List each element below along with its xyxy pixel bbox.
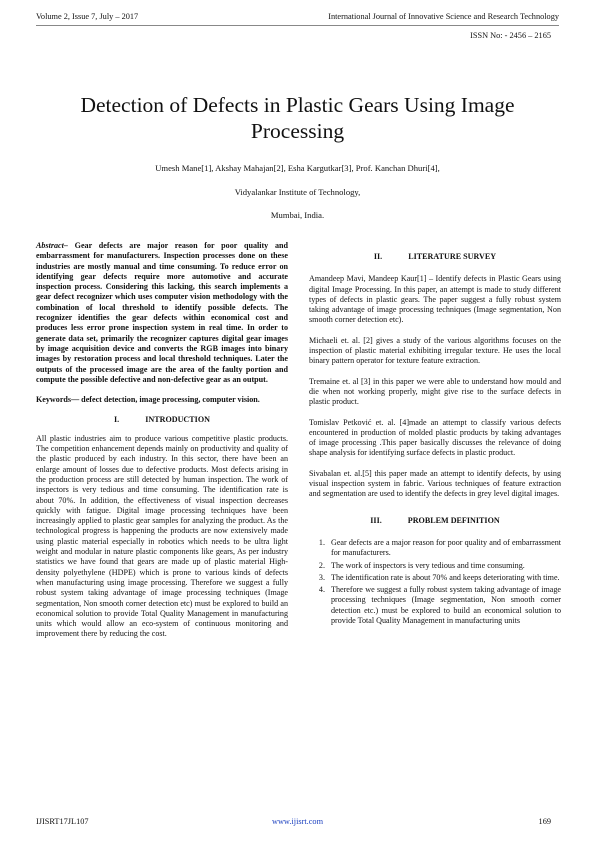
section-title: LITERATURE SURVEY [408,252,497,261]
authors: Umesh Mane[1], Akshay Mahajan[2], Esha Kargutkar[3], Prof. Kanchan Dhuri[4], [155,163,440,173]
problem-item: 2. The work of inspectors is very tedious and time consuming. [327,561,561,571]
right-column [309,252,561,628]
section-heading-introduction [36,415,288,425]
keywords: Keywords— defect detection, image processing, computer vision. [36,395,260,405]
lit-paragraph: Tremaine et. al [3] in this paper we were able to understand how mould and die when not working properly, might give rise to the surface defects in plastic product. [309,376,561,407]
section-number: II. [373,252,383,261]
journal-volume: Volume 2, Issue 7, July – 2017 [36,12,139,21]
journal-name: International Journal of Innovative Science and Research Technology [328,12,559,21]
abstract-lead: Abstract– [36,241,68,250]
lit-paragraph: Amandeep Mavi, Mandeep Kaur[1] – Identify defects in Plastic Gears using digital Image Processing. In this paper, an attempt is made to study different types of defects in plastic gears. The paper suggest a fully robust system taking advantage of image processing techniques (Image segmentation, Non smooth corner detection etc). [309,274,561,325]
title-line-2: Processing [250,119,345,143]
paper-id: IJISRT17JL107 [36,817,89,826]
introduction-text: All plastic industries aim to produce various competitive plastic products. The competition enhancement depends mainly on productivity and quality of the plastic produced by each industry. In this sector, there have been an enlarge amount of losses due to defective products. Most defects arising in the production process are still detected by human inspection. The work of inspectors is very tedious and time consuming. The identification rate is about 70%. In addition, the effectiveness of visual inspection decreases quickly with fatigue. Digital image processing techniques have been increasingly applied to plastic gear samples for analyzing the product. As the technological progress is happening the products are now extensively made using plastic material especially in robotics which needs to be ultra light weight and modular in nature plastic components like gears, As per industry statistics we have found that gears are made up of plastic material High-density polyethylene (HDPE) which is prone to various kinds of defects when manufacturing using image processing. Therefore we suggest a fully robust system taking advantage of image processing techniques (Image segmentation, Non smooth corner detection etc) must be explored to build an economical solution to provide Total Quality Management in manufacturing units which would allow an eco-system of continuous monitoring and improvement there by reducing the cost. [36,433,288,639]
issn: ISSN No: - 2456 – 2165 [470,31,551,40]
abstract-text: Gear defects are major reason for poor quality and embarrassment for manufacturers. Inspection processes done on these industries are mostly manual and time consuming. To reduce error on identifying gear defects require more automotive and accurate inspection process. Considering this lacking, this search implements a gear defect recognizer which uses computer vision methodology with the combination of local threshold to identify possible defects. The recognizer identifies the gear defects within economical cost and produces less error prone inspection system in real time. In order to generate data set, primarily the recognizer captures digital gear images by image acquisition device and converts the RGB images into binary images by restoration process and local threshold techniques. Later the outputs of the processed image are the area of the faulty portion and compute the possible defective and non-defective gear as an output. [36,241,288,384]
section-number: III. [370,515,382,525]
lit-paragraph: Michaeli et. al. [2] gives a study of the various algorithms focuses on the inspection of plastic material exhibiting irregular texture. He uses the local binary pattern operator for texture feature extraction. [309,335,561,366]
lit-paragraph: Tomislav Petković et. al. [4]made an attempt to classify various defects encountered in production of molded plastic products by taking advantages of image processing .This paper basically discusses the relevance of doing shape analysis for identifying surface defects in plastic product. [309,417,561,458]
section-heading-literature [309,252,561,262]
section-heading-problem [309,516,561,526]
left-column [36,241,288,650]
journal-website-link[interactable]: www.ijisrt.com [271,817,324,826]
paper-title [40,92,555,144]
section-title: PROBLEM DEFINITION [407,515,500,525]
affiliation: Vidyalankar Institute of Technology, [234,187,361,197]
city: Mumbai, India. [270,210,325,220]
section-title: INTRODUCTION [145,415,210,425]
problem-item: 1. Gear defects are a major reason for poor quality and of embarrassment for manufacturers. [327,538,561,559]
problem-item: 4. Therefore we suggest a fully robust system taking advantage of image processing techniques (Image segmentation, Non smooth corner detection etc.) must be explored to build an economical solution to provide Total Quality Management in manufacturing units [327,585,561,626]
header-rule [36,25,559,26]
page-number: 169 [538,817,551,826]
problem-list [309,538,561,626]
problem-item: 3. The identification rate is about 70% and keeps deteriorating with time. [327,573,561,583]
lit-paragraph: Sivabalan et. al.[5] this paper made an attempt to identify defects, by using visual inspection system in fabric. Various techniques of feature extraction and segmentation are used to identify the defects in grey level digital images. [309,468,561,499]
abstract [36,241,288,385]
title-line-1: Detection of Defects in Plastic Gears Using Image [80,93,515,117]
section-number: I. [114,415,120,425]
